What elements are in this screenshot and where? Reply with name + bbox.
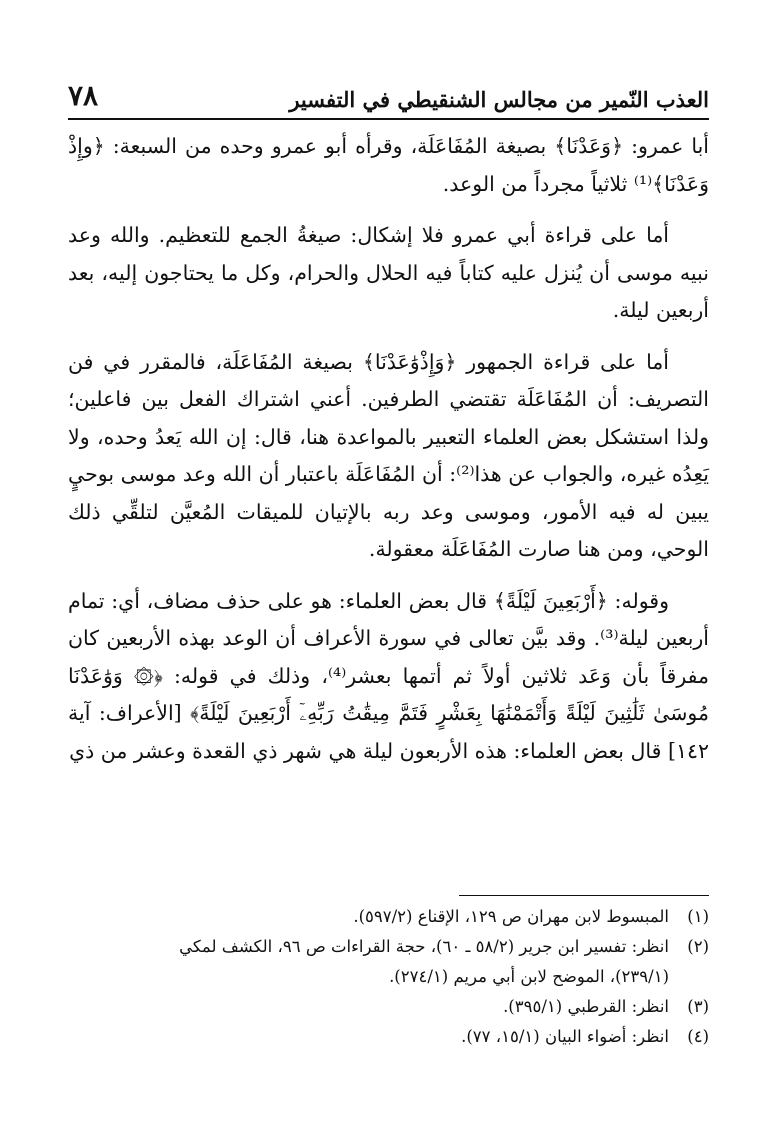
- footnote-text: المبسوط لابن مهران ص ١٢٩، الإقناع (٥٩٧/٢).: [353, 907, 669, 926]
- footnote: [68, 932, 709, 962]
- paragraph: وقوله: ﴿أَرْبَعِينَ لَيْلَةً﴾ قال بعض العلماء: هو على حذف مضاف، أي: تمام أربعين ليلة⁽³⁾. وقد بيَّن تعالى في سورة الأعراف أن الوعد بهذه الأربعين كان مفرقاً بأن وَعَد ثلاثين أولاً ثم أتمها بعشر⁽⁴⁾، وذلك في قوله: ﴿۞ وَوَٰعَدْنَا مُوسَىٰ ثَلَٰثِينَ لَيْلَةً وَأَتْمَمْنَٰهَا بِعَشْرٍ فَتَمَّ مِيقَٰتُ رَبِّهِۦٓ أَرْبَعِينَ لَيْلَةً﴾ [الأعراف: آية ١٤٢] قال بعض العلماء: هذه الأربعون ليلة هي شهر ذي القعدة وعشر من ذي: [68, 588, 709, 763]
- footnotes: [68, 902, 709, 1052]
- page-body: [68, 128, 709, 770]
- footnote: [68, 1022, 709, 1052]
- footnote-separator: [459, 895, 709, 896]
- footnote-text: انظر: القرطبي (٣٩٥/١).: [503, 997, 669, 1016]
- page-number: ٧٨: [68, 79, 99, 112]
- footnote-continuation: (٢٣٩/١)، الموضح لابن أبي مريم (٢٧٤/١).: [389, 967, 669, 986]
- page-header: [68, 70, 709, 120]
- footnote-text: انظر: تفسير ابن جرير (٥٨/٢ ـ ٦٠)، حجة القراءات ص ٩٦، الكشف لمكي: [179, 937, 669, 956]
- footnote-number: (١): [687, 907, 709, 926]
- footnote: [68, 902, 709, 932]
- footnote-number: (٣): [687, 997, 709, 1016]
- footnote: [68, 992, 709, 1022]
- paragraph: أما على قراءة أبي عمرو فلا إشكال: صيغةُ الجمع للتعظيم. والله وعد نبيه موسى أن يُنزل عليه كتاباً فيه الحلال والحرام، وكل ما يحتاجون إليه، بعد أربعين ليلة.: [68, 223, 709, 322]
- footnote-text: انظر: أضواء البيان (١٥/١، ٧٧).: [461, 1027, 669, 1046]
- paragraph: أبا عمرو: ﴿وَعَدْنَا﴾ بصيغة المُفَاعَلَة، وقرأه أبو عمرو وحده من السبعة: ﴿وإِذْ وَعَدْنَا﴾⁽¹⁾ ثلاثياً مجرداً من الوعد.: [68, 134, 709, 196]
- footnote-number: (٢): [687, 937, 709, 956]
- running-title: العذب النّمير من مجالس الشنقيطي في التفسير: [289, 87, 709, 112]
- paragraph: أما على قراءة الجمهور ﴿وَإِذْوَٰعَدْنَا﴾ بصيغة المُفَاعَلَة، فالمقرر في فن التصريف: أن المُفَاعَلَة تقتضي الطرفين. أعني اشتراك الفعل بين فاعلين؛ ولذا استشكل بعض العلماء التعبير بالمواعدة هنا، قال: إن الله يَعدُ وحده، ولا يَعِدُه غيره، والجواب عن هذا⁽²⁾: أن المُفَاعَلَة باعتبار أن الله وعد موسى بوحيٍ يبين له فيه الأمور، وموسى وعد ربه بالإتيان للميقات المُعيَّن لتلقِّي ذلك الوحي، ومن هنا صارت المُفَاعَلَة معقولة.: [68, 349, 709, 561]
- footnote-number: (٤): [687, 1027, 709, 1046]
